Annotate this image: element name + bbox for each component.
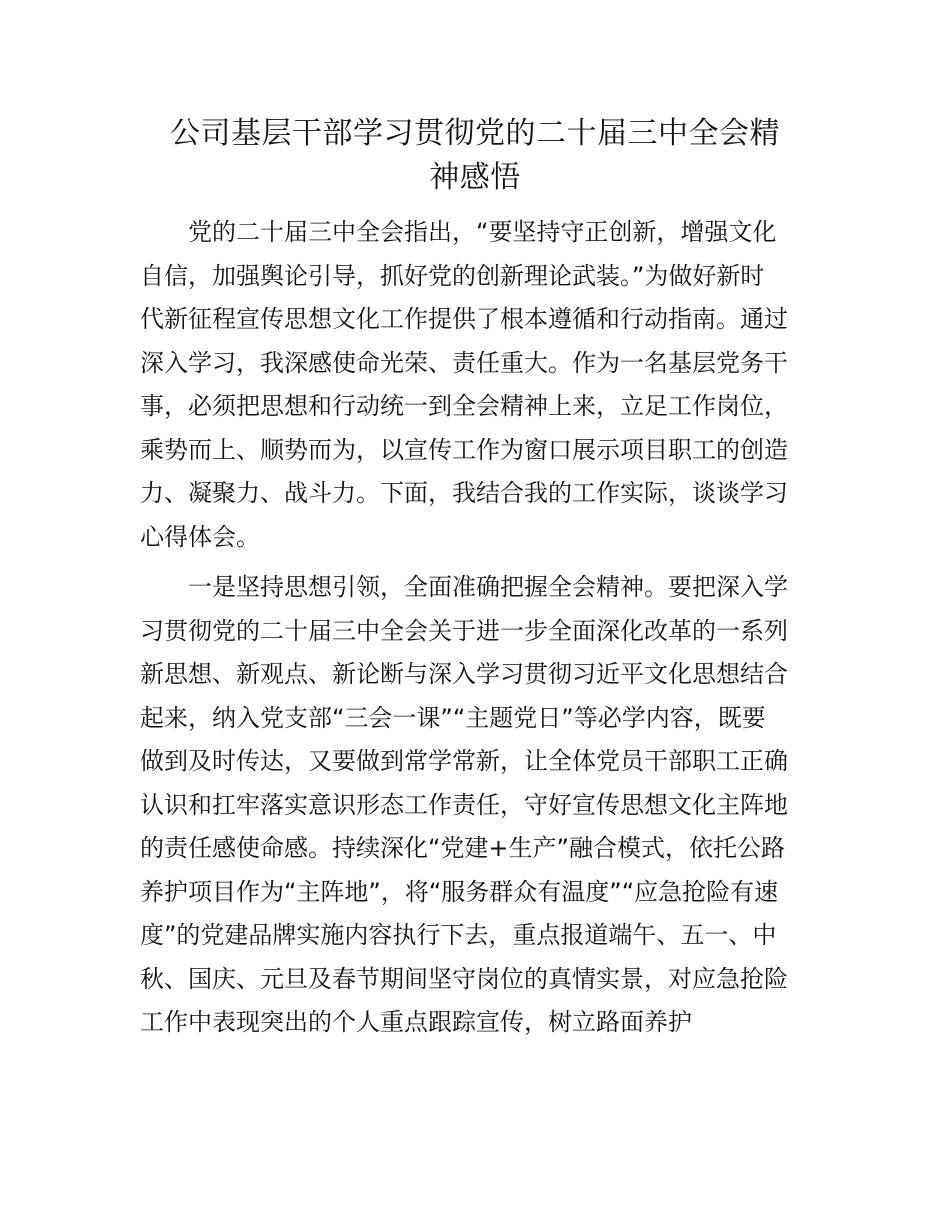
- text-line: 一是坚持思想引领，全面准确把握全会精神。要把深入学: [188, 573, 788, 601]
- text-line: 养护项目作为“主阵地”，将“服务群众有温度”“应急抢险有速: [140, 877, 779, 906]
- text-line: 习贯彻党的二十届三中全会关于进一步全面深化改革的一系列: [140, 616, 788, 645]
- document-title: [140, 112, 810, 200]
- text-line: 自信，加强舆论引导，抓好党的创新理论武装。”为做好新时: [140, 261, 765, 290]
- text-line: 力、凝聚力、战斗力。下面，我结合我的工作实际，谈谈学习: [140, 479, 788, 507]
- title-line: 公司基层干部学习贯彻党的二十届三中全会精: [170, 116, 780, 151]
- text-line: 深入学习，我深感使命光荣、责任重大。作为一名基层党务干: [140, 348, 788, 377]
- text-line: 代新征程宣传思想文化工作提供了根本遵循和行动指南。通过: [140, 305, 788, 333]
- text-line: 的责任感使命感。持续深化“党建+生产”融合模式，依托公路: [140, 834, 785, 862]
- text-line: 度”的党建品牌实施内容执行下去，重点报道端午、五一、中: [140, 921, 777, 949]
- title-line: 神感悟: [429, 160, 521, 195]
- text-line: 党的二十届三中全会指出，“要坚持守正创新，增强文化: [188, 218, 777, 246]
- text-line: 认识和扛牢落实意识形态工作责任，守好宣传思想文化主阵地: [140, 790, 788, 819]
- text-line: 事，必须把思想和行动统一到全会精神上来，立足工作岗位，: [140, 392, 788, 420]
- paragraph-intro: [140, 211, 812, 559]
- text-line: 心得体会。: [140, 522, 260, 551]
- text-line: 新思想、新观点、新论断与深入学习贯彻习近平文化思想结合: [140, 660, 788, 688]
- text-line: 工作中表现突出的个人重点跟踪宣传，树立路面养护: [140, 1008, 692, 1036]
- text-line: 起来，纳入党支部“三会一课”“主题党日”等必学内容，既要: [140, 703, 766, 732]
- text-line: 秋、国庆、元旦及春节期间坚守岗位的真情实景，对应急抢险: [140, 964, 788, 993]
- text-line: 乘势而上、顺势而为，以宣传工作为窗口展示项目职工的创造: [140, 435, 788, 464]
- document-body: [140, 211, 812, 1045]
- paragraph-point-one: [140, 566, 812, 1045]
- text-line: 做到及时传达，又要做到常学常新，让全体党员干部职工正确: [140, 747, 788, 775]
